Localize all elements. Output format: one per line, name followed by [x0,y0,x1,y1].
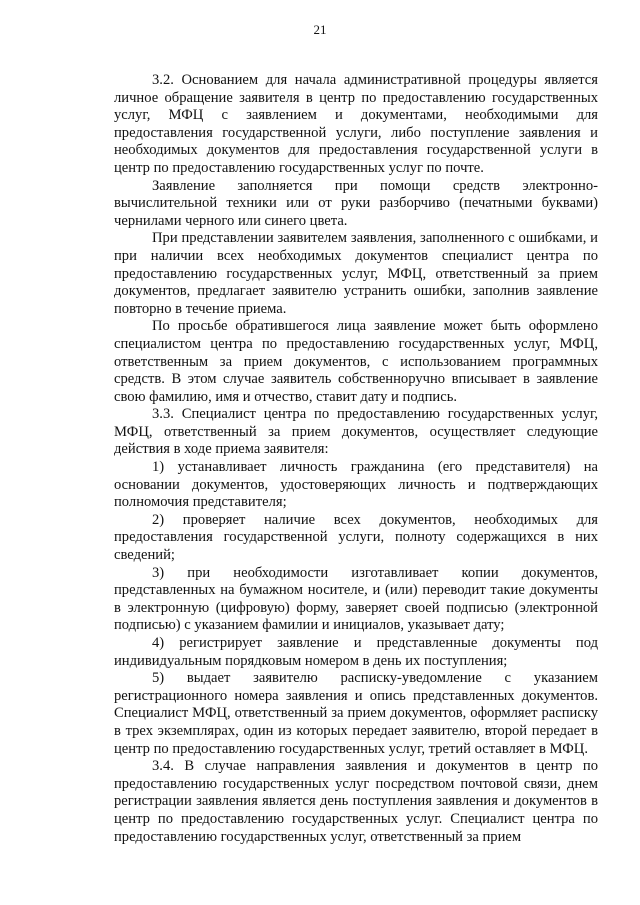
document-body [114,72,598,846]
paragraph-3-3: 3.3. Специалист центра по предоставлению государственных услуг, МФЦ, ответственный за прием документов, осуществляет следующие действия в ходе приема заявителя: [114,406,598,458]
list-item-1: 1) устанавливает личность гражданина (его представителя) на основании документов, удостоверяющих личность и подтверждающих полномочия представителя; [114,459,598,511]
paragraph-3-4: 3.4. В случае направления заявления и документов в центр по предоставлению государственных услуг посредством почтовой связи, днем регистрации заявления является день поступления заявления и документов в центр по предоставлению государственных услуг. Специалист центра по предоставлению государственных услуг, ответственный за прием [114,758,598,845]
page-number: 21 [313,22,327,37]
paragraph-errors: При представлении заявителем заявления, заполненного с ошибками, и при наличии всех необходимых документов специалист центра по предоставлению государственных услуг, МФЦ, ответственный за прием документов, предлагает заявителю устранить ошибки, заполнив заявление повторно в течение приема. [114,230,598,317]
list-item-5: 5) выдает заявителю расписку-уведомление с указанием регистрационного номера заявления и опись представленных документов. Специалист МФЦ, ответственный за прием документов, оформляет расписку в трех экземплярах, один из которых передает заявителю, второй передает в центр по предоставлению государственных услуг, третий оставляет в МФЦ. [114,670,598,757]
list-item-2: 2) проверяет наличие всех документов, необходимых для предоставления государственной услуги, полноту содержащихся в них сведений; [114,511,598,564]
list-item-3: 3) при необходимости изготавливает копии документов, представленных на бумажном носителе, и (или) переводит такие документы в электронную (цифровую) форму, заверяет своей подписью (электронной подписью) с указанием фамилии и инициалов, указывает дату; [114,564,598,634]
paragraph-request: По просьбе обратившегося лица заявление может быть оформлено специалистом центра по предоставлению государственных услуг, МФЦ, ответственным за прием документов, с использованием программных средств. В этом случае заявитель собственноручно вписывает в заявление свою фамилию, имя и отчество, ставит дату и подпись. [114,318,598,405]
paragraph-application-form: Заявление заполняется при помощи средств электронно-вычислительной техники или от руки разборчиво (печатными буквами) чернилами черного или синего цвета. [114,177,598,229]
list-item-4: 4) регистрирует заявление и представленные документы под индивидуальным порядковым номером в день их поступления; [114,635,598,669]
paragraph-3-2: 3.2. Основанием для начала административной процедуры является личное обращение заявителя в центр по предоставлению государственных услуг, МФЦ с заявлением и документами, необходимыми для предоставления государственной услуги, либо поступление заявления и необходимых документов для предоставления государственной услуги в центр по предоставлению государственных услуг по почте. [114,72,598,176]
